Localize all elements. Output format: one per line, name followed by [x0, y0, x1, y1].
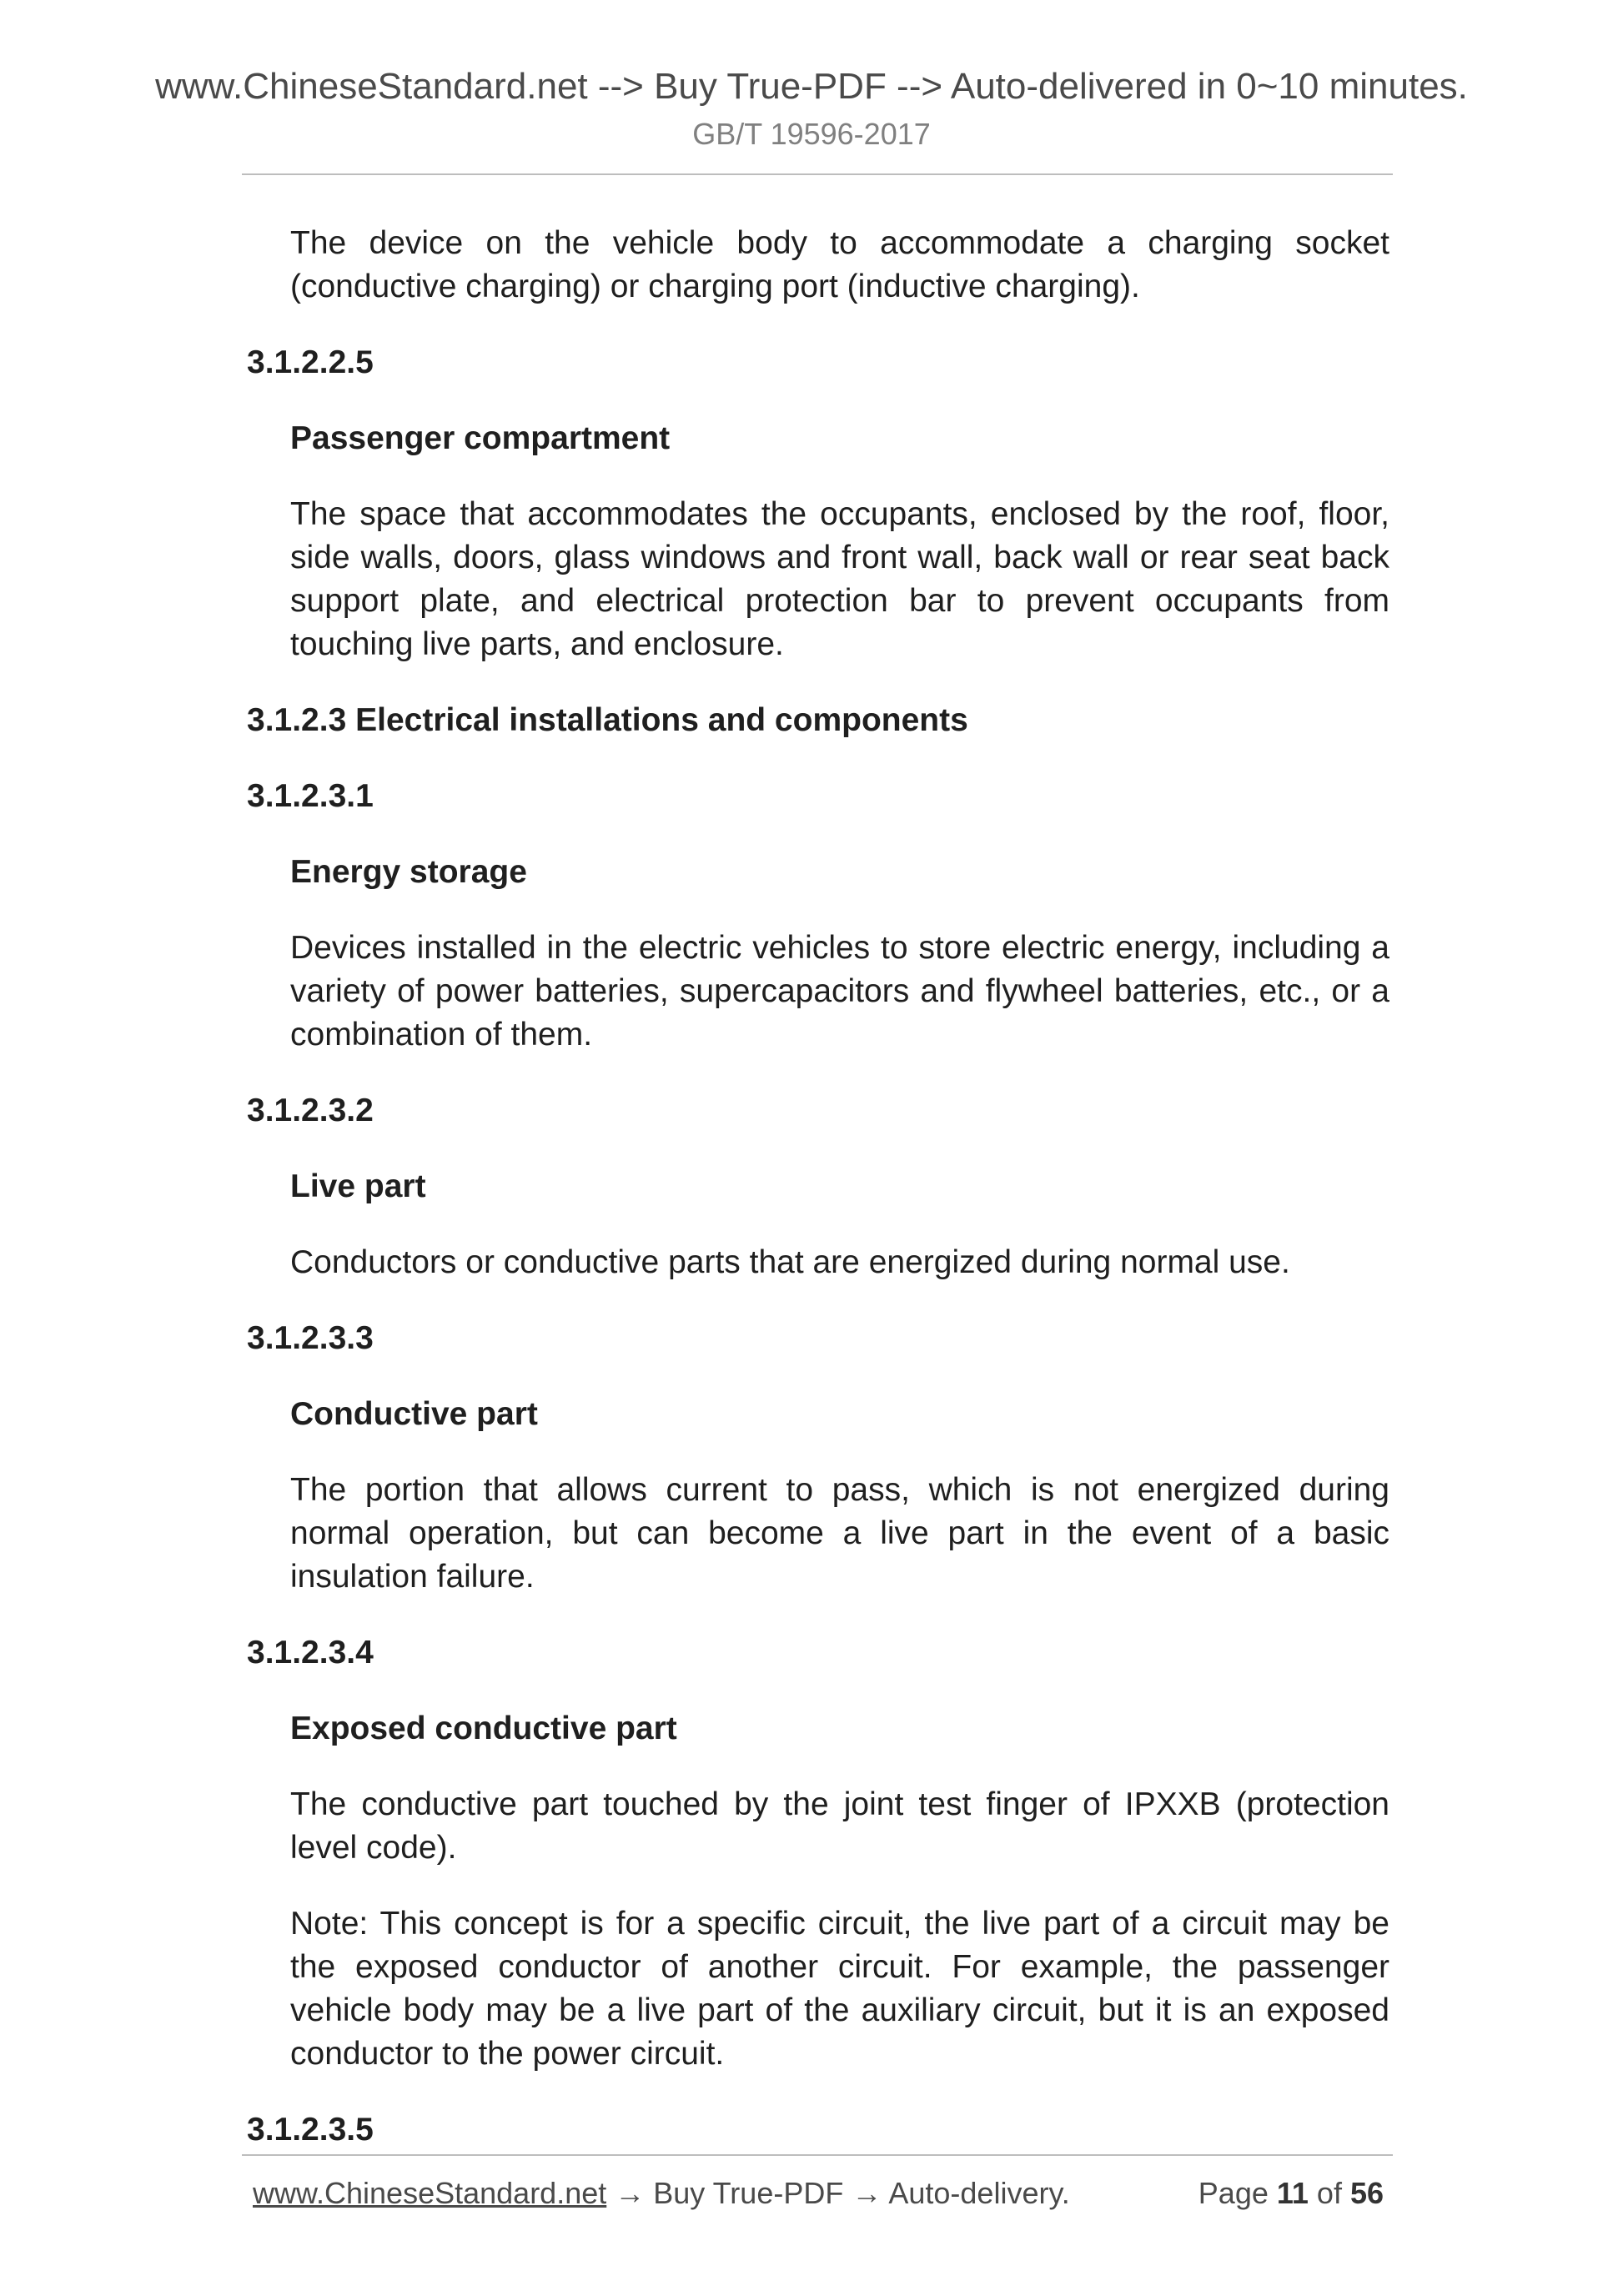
definition-paragraph: The conductive part touched by the joint test finger of IPXXB (protection level code). — [290, 1786, 1389, 1866]
term-title: Live part — [290, 1168, 426, 1204]
term-title: Passenger compartment — [290, 420, 671, 456]
header-banner: www.ChineseStandard.net --> Buy True-PDF --> Auto-delivered in 0~10 minutes. — [155, 66, 1468, 107]
definition-paragraph: Devices installed in the electric vehicles to store electric energy, including a variety of power batteries, supercapacitors and flywheel batteries, etc., or a combination of them. — [290, 930, 1389, 1053]
note-paragraph: Note: This concept is for a specific circuit, the live part of a circuit may be the exposed conductor of another circuit. For example, the passenger vehicle body may be a live part of the auxiliary circuit, but it is an exposed conductor to the power circuit. — [290, 1906, 1389, 2072]
arrow-right-icon: → — [606, 2176, 654, 2210]
term-title: Exposed conductive part — [290, 1711, 677, 1746]
clause-number: 3.1.2.3.1 — [247, 778, 374, 814]
page-counter — [1198, 2172, 1384, 2215]
page-of-label: of — [1308, 2176, 1350, 2210]
total-page-number: 56 — [1349, 2176, 1384, 2210]
definition-paragraph: Conductors or conductive parts that are energized during normal use. — [290, 1244, 1290, 1280]
standard-number: GB/T 19596-2017 — [692, 117, 931, 151]
definition-paragraph: The portion that allows current to pass, which is not energized during normal operation, but can become a live part in the event of a basic insulation failure. — [290, 1472, 1389, 1595]
term-title: Energy storage — [290, 854, 527, 890]
page-header — [0, 63, 1623, 155]
definition-paragraph: The device on the vehicle body to accommodate a charging socket (conductive charging) or charging port (inductive charging). — [290, 225, 1389, 304]
page-footer — [253, 2172, 1384, 2215]
arrow-right-icon: → — [843, 2176, 889, 2210]
website-link[interactable]: www.ChineseStandard.net — [253, 2176, 607, 2210]
clause-number: 3.1.2.3.5 — [247, 2112, 374, 2148]
clause-number: 3.1.2.3.2 — [247, 1093, 374, 1128]
clause-number: 3.1.2.3.4 — [247, 1635, 374, 1671]
buy-pdf-text: Buy True-PDF — [653, 2176, 844, 2210]
clause-number: 3.1.2.3.3 — [247, 1320, 374, 1356]
current-page-number: 11 — [1276, 2176, 1309, 2210]
footer-divider — [242, 2154, 1393, 2156]
clause-number: 3.1.2.2.5 — [247, 344, 374, 380]
auto-delivery-text: Auto-delivery. — [888, 2176, 1070, 2210]
term-title: Conductive part — [290, 1396, 538, 1432]
document-body — [247, 222, 1389, 2152]
page-label: Page — [1198, 2176, 1277, 2210]
definition-paragraph: The space that accommodates the occupants, enclosed by the roof, floor, side walls, doors, glass windows and front wall, back wall or rear seat back support plate, and electrical protection bar to prevent occupants from touching live parts, and enclosure. — [290, 496, 1389, 662]
section-heading: 3.1.2.3 Electrical installations and components — [247, 702, 968, 738]
header-divider — [242, 173, 1393, 175]
footer-links — [253, 2172, 1070, 2215]
